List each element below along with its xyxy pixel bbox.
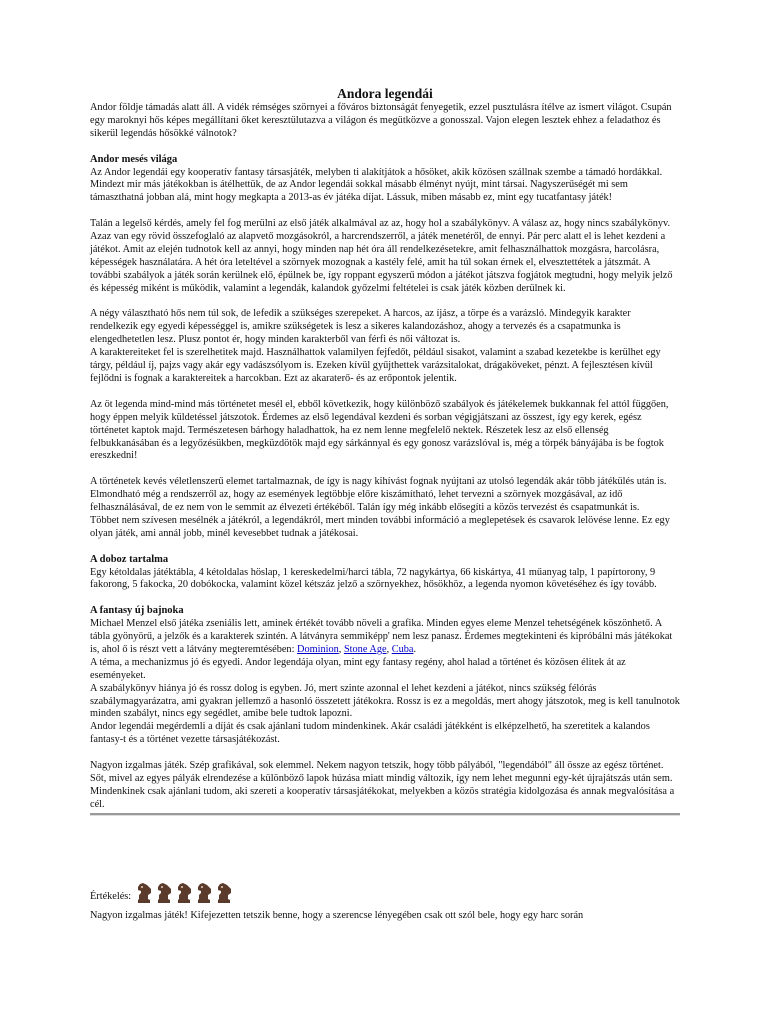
link-cuba[interactable]: Cuba (391, 643, 414, 655)
intro-paragraph: Andor földje támadás alatt áll. A vidék rémséges szörnyei a főváros biztonságát fenyegetik, ezzel pusztulásra ítélve az ismert világot. Csupán egy maroknyi hős képes megállítani őket keresztülutazva a világon és megütközve a gonosszal. Vajon elegen lesztek ehhez a feladathoz és sikerül legendás hősökké válnotok? (90, 102, 672, 139)
rating-label: Értékelés: (90, 891, 132, 903)
champion-paragraph-2: A téma, a mechanizmus jó és egyedi. Andor legendája olyan, mint egy fantasy regény, ahol halad a történet és közösen élitek át az eseményeket. (90, 656, 626, 681)
section-heading-box-contents: A doboz tartalma (90, 553, 169, 565)
world-paragraph-4: Az öt legenda mind-mind más történetet mesél el, ebből következik, hogy különböző szabályok és játékelemek bukkannak fel attól függően, hogy éppen melyik küldetéssel játszotok. Érdemes az első legendával kezdeni és sorban végigjátszani az összest, így egy kerek, egész történetet kaptok majd. Természetesen bárhogy haladhattok, ha ez nem lenne megfelelő nektek. Részetek lesz az első ellenség felbukkanásában és a legyőzésükben, megküzdötök majd egy sárkánnyal és egy gonosz varázslóval is, még a törpék bányájába is be fogtok ereszkedni! (90, 398, 669, 462)
champion-paragraph-1-text: Michael Menzel első játéka zseniális lett, aminek értékét tovább növeli a grafika. Minden egyes eleme Menzel tehetségének köszönhető. A tábla gyönyörű, a jelzők és a karakterek szintén. A látványra semmiképp' nem lesz panasz. Érdemes megtekinteni és kipróbálni más játékokat is, ahol ő is részt vett a látvány megteremtésében: (90, 618, 673, 655)
world-paragraph-3: A négy választható hős nem túl sok, de lefedik a szükséges szerepeket. A harcos, az íjász, a törpe és a varázsló. Mindegyik karakter rendelkezik egy egyedi képességgel is, amikre szükségetek is lesz a sikeres kalandozáshoz, ahogy a tervezés és a csapatmunka is elengedhetetlen lesz. Plusz pontot ér, hogy minden karakterből van férfi és női változat is. A karaktereiteket fel is szerelhetitek majd. Használhattok valamilyen fejfedőt, például sisakot, valamint a szabad kezetekbe is kerülhet egy tárgy, például íj, pajzs vagy akár egy vadászsólyom is. Ezeken kívül gyűjthettek varázsitalokat, drágaköveket, pénzt. A fejlesztésen kívül fejlődni is fognak a karaktereitek a harcokban. Ezt az akaraterő- és az erőpontok jelentik. (90, 308, 661, 384)
pawn-icon (195, 882, 213, 904)
champion-paragraph-1: Michael Menzel első játéka zseniális lett, aminek értékét tovább növeli a grafika. Minden egyes eleme Menzel tehetségének köszönhető. A tábla gyönyörű, a jelzők és a karakterek szintén. A látványra semmiképp' nem lesz panasz. Érdemes megtekinteni és kipróbálni más játékokat is, ahol ő is részt vett a látvány megteremtésében: Dominion, Stone Age, Cuba. (90, 618, 673, 655)
section-heading-world: Andor mesés világa (90, 153, 178, 165)
box-contents-paragraph: Egy kétoldalas játéktábla, 4 kétoldalas höslap, 1 kereskedelmi/harci tábla, 72 nagykártya, 66 kiskártya, 41 műanyag talp, 1 papírtorony, 9 fakorong, 5 fakocka, 20 dobókocka, valamint közel kétszáz jelző a szörnyekhez, hősökhöz, a legenda nyomon követéséhez és így tovább. (90, 566, 657, 591)
champion-paragraph-1-end: . (413, 643, 417, 655)
rating-stars (135, 882, 233, 904)
closing-paragraph-2: Mindenkinek csak ajánlani tudom, aki szereti a kooperatív társasjátékokat, melyekben a közös stratégia kidolgozása és annak megvalósítása a cél. (90, 785, 675, 810)
section-heading-champion: A fantasy új bajnoka (90, 605, 184, 617)
world-paragraph-1: Az Andor legendái egy kooperatív fantasy társasjáték, melyben ti alakítjátok a hősöket, akik közösen szállnak szembe a támadó hordákkal. Mindezt mir más játékokban is átélhettük, de az Andor legendái sokkal másabb élményt nyújt, mint társai. Nagyszerűségét mi sem támaszthatná jobban alá, mint hogy megkapta a 2013-as év játéka díjat. Lássuk, miben másabb ez, mint egy tucatfantasy játék! (90, 166, 663, 204)
link-dominion[interactable]: Dominion (297, 643, 339, 655)
world-paragraph-2: Talán a legelső kérdés, amely fel fog merülni az első játék alkalmával az az, hogy hol a szabálykönyv. A válasz az, hogy nincs szabálykönyv. Azaz van egy rövid összefoglaló az alapvető mozgásokról, a harcrendszerről, a játék menetéről, de ennyi. Pár perc alatt el is lehet kezdeni a játékot. Amit az elején tudnotok kell az annyi, hogy minden nap hét óra áll rendelkezésetekre, amit felhasználhattok mozgásra, harcolásra, képességek használatára. A hét óra leteltével a szörnyek mozognak a kastély felé, amit ha túl sokan érnek el, elvesztettétek a játszmát. A további szabályok a játék során kerülnek elő, épülnek be, így roppant egyszerű módon a játékot játszva fogjátok megtudni, hogy melyik jelző és képesség miként is működik, valamint a legendák, kalandok győzelmi feltételei is csak játék közben derülnek ki. (90, 218, 673, 294)
champion-paragraph-4: Andor legendái megérdemli a díját és csak ajánlani tudom mindenkinek. Akár családi játékként is elképzelhető, ha szeretitek a kalandos fantasy-t és a történet vezette társasjátékozást. (90, 721, 650, 746)
link-stone-age[interactable]: Stone Age (343, 643, 387, 655)
review-snippet: Nagyon izgalmas játék! Kifejezetten tetszik benne, hogy a szerencse lényegében csak ott szól bele, hogy egy harc során (90, 910, 584, 921)
article (90, 86, 680, 816)
divider (90, 813, 680, 816)
pawn-icon (135, 882, 153, 904)
pawn-icon (175, 882, 193, 904)
pawn-icon (215, 882, 233, 904)
champion-paragraph-3: A szabálykönyv hiánya jó és rossz dolog is egyben. Jó, mert szinte azonnal el lehet kezdeni a játékot, nincs szükség félórás szabálymagyarázatra, ami gyakran jellemző a hasonló összetett játékokra. Rossz is ez a megoldás, mert ahogy játszotok, meg is kell tanulnotok minden szabályt, nincs egy segédlet, amibe bele tudtok lapozni. (90, 682, 680, 720)
page-title: Andora legendái (337, 86, 433, 101)
rating (90, 882, 680, 904)
closing-paragraph-1: Nagyon izgalmas játék. Szép grafikával, sok elemmel. Nekem nagyon tetszik, hogy több pályából, "legendából" áll össze az egész történet. Sőt, mivel az egyes pályák elrendezése a különböző lapok húzása miatt mindig változik, így nem lehet megunni egy-két újrajátszás után sem. (90, 760, 673, 784)
pawn-icon (155, 882, 173, 904)
world-paragraph-5: A történetek kevés véletlenszerű elemet tartalmaznak, de így is nagy kihívást fognak nyújtani az utolsó legendák akár több játékülés után is. Elmondható még a rendszerről az, hogy az események legtöbbje előre kiszámítható, lehet tervezni a szörnyek mozgásával, az idő felhasználásával, de ez nem von le semmit az élvezeti értékéből. Talán így még inkább elősegíti a közös tervezést és csapatmunkát is. Többet nem szívesen mesélnék a játékról, a legendákról, mert minden további információ a meglepetések és csavarok lelövése lenne. Ez egy olyan játék, ami annál jobb, minél kevesebbet tudnak a játékosai. (90, 476, 670, 539)
